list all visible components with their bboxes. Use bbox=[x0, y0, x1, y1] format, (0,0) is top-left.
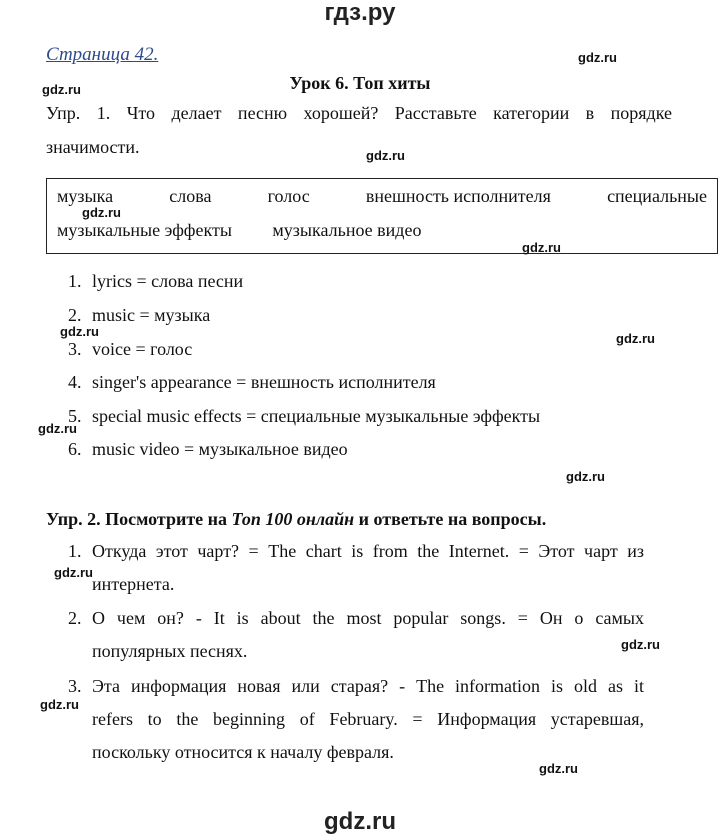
list-text: singer's appearance = внешность исполнителя bbox=[92, 372, 436, 392]
question-3-line-2: refers to the beginning of February. = Информация устаревшая, bbox=[92, 709, 644, 729]
question-1 bbox=[68, 535, 644, 601]
watermark: gdz.ru bbox=[566, 469, 605, 484]
watermark: gdz.ru bbox=[578, 50, 617, 65]
question-3-line-3: поскольку относится к началу февраля. bbox=[92, 742, 394, 762]
watermark: gdz.ru bbox=[82, 205, 121, 220]
category-word: музыка bbox=[57, 186, 114, 206]
list-item bbox=[68, 371, 436, 393]
categories-line-2: музыкальные эффекты музыкальное видео bbox=[57, 220, 422, 240]
watermark: gdz.ru bbox=[366, 148, 405, 163]
watermark: gdz.ru bbox=[42, 82, 81, 97]
list-number: 3. bbox=[68, 676, 82, 696]
question-1-line-1 bbox=[68, 535, 644, 568]
watermark: gdz.ru bbox=[38, 421, 77, 436]
watermark: gdz.ru bbox=[616, 331, 655, 346]
question-3-line-1 bbox=[68, 670, 644, 703]
list-text: music video = музыкальное видео bbox=[92, 439, 348, 459]
question-3-text: Эта информация новая или старая? - The information is old as it bbox=[92, 676, 644, 696]
category-word: голос bbox=[267, 186, 310, 206]
list-number: 4. bbox=[68, 372, 82, 392]
question-2-text: О чем он? - It is about the most popular songs. = Он о самых bbox=[92, 608, 644, 628]
exercise-2-title-prefix: Упр. 2. Посмотрите на bbox=[46, 509, 232, 529]
categories-line-1 bbox=[57, 183, 707, 209]
list-text: special music effects = специальные музыкальные эффекты bbox=[92, 406, 541, 426]
list-number: 5. bbox=[68, 406, 82, 426]
question-1-text: Откуда этот чарт? = The chart is from the Internet. = Этот чарт из bbox=[92, 541, 644, 561]
list-text: music = музыка bbox=[92, 305, 211, 325]
list-item bbox=[68, 338, 192, 360]
watermark: gdz.ru bbox=[522, 240, 561, 255]
list-number: 3. bbox=[68, 339, 82, 359]
list-number: 2. bbox=[68, 608, 82, 628]
page-reference: Страница 42. bbox=[46, 44, 159, 65]
watermark: gdz.ru bbox=[60, 324, 99, 339]
question-3 bbox=[68, 670, 644, 769]
list-number: 1. bbox=[68, 541, 82, 561]
list-item bbox=[68, 304, 210, 326]
list-item bbox=[68, 438, 348, 460]
exercise-1-line-2: значимости. bbox=[46, 137, 140, 157]
exercise-2-title-italic: Топ 100 онлайн bbox=[231, 509, 355, 529]
list-number: 1. bbox=[68, 271, 82, 291]
exercise-1-line-1: Упр. 1. Что делает песню хорошей? Расставьте категории в порядке bbox=[46, 103, 672, 123]
site-footer: gdz.ru bbox=[324, 808, 396, 835]
list-text: voice = голос bbox=[92, 339, 193, 359]
category-word: специальные bbox=[607, 186, 707, 206]
categories-box bbox=[46, 178, 718, 254]
exercise-1-instruction bbox=[46, 96, 672, 164]
category-word: внешность исполнителя bbox=[365, 186, 551, 206]
watermark: gdz.ru bbox=[621, 637, 660, 652]
exercise-2-title bbox=[46, 508, 546, 530]
list-number: 6. bbox=[68, 439, 82, 459]
list-number: 2. bbox=[68, 305, 82, 325]
site-header: гдз.ру bbox=[324, 0, 396, 26]
question-1-line-2: интернета. bbox=[92, 574, 175, 594]
question-2 bbox=[68, 602, 644, 668]
watermark: gdz.ru bbox=[54, 565, 93, 580]
watermark: gdz.ru bbox=[40, 697, 79, 712]
list-item bbox=[68, 270, 243, 292]
question-2-line-1 bbox=[68, 602, 644, 635]
lesson-title: Урок 6. Топ хиты bbox=[289, 73, 431, 93]
list-text: lyrics = слова песни bbox=[92, 271, 244, 291]
watermark: gdz.ru bbox=[539, 761, 578, 776]
question-2-line-2: популярных песнях. bbox=[92, 641, 248, 661]
list-item bbox=[68, 405, 540, 427]
exercise-2-title-suffix: и ответьте на вопросы. bbox=[354, 509, 547, 529]
category-word: слова bbox=[169, 186, 212, 206]
